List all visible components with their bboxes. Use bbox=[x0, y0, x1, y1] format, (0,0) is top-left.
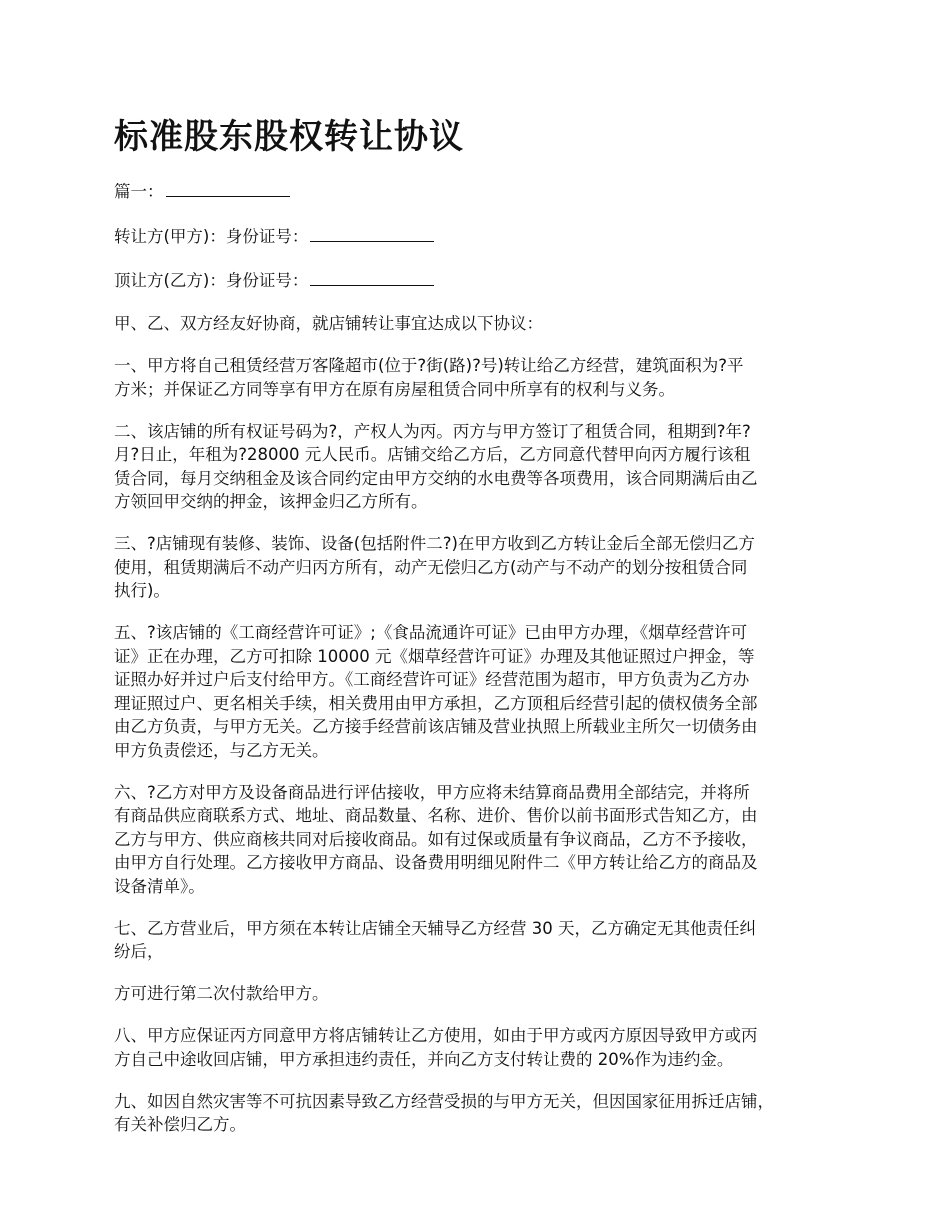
transferee-field bbox=[114, 267, 844, 293]
clause-line: 证》正在办理，乙方可扣除 10000 元《烟草经营许可证》办理及其他证照过户押金，等 bbox=[114, 646, 755, 666]
transferee-id-blank bbox=[310, 267, 434, 286]
transferor-label: 转让方(甲方)：身份证号： bbox=[114, 226, 309, 246]
section-blank bbox=[166, 178, 290, 197]
transferee-label: 顶让方(乙方)：身份证号： bbox=[114, 271, 309, 290]
clause-line: 一、甲方将自己租赁经营万客隆超市(位于?街(路)?号)转让给乙方经营，建筑面积为?平 bbox=[114, 356, 744, 375]
clause-paragraph bbox=[114, 1090, 844, 1137]
intro-paragraph: 甲、乙、双方经友好协商，就店铺转让事宜达成以下协议： bbox=[114, 313, 543, 333]
clause-line: 使用，租赁期满后不动产归丙方所有，动产无偿归乙方(动产与不动产的划分按租赁合同 bbox=[114, 557, 748, 577]
clause-paragraph bbox=[114, 917, 844, 964]
clause-paragraph bbox=[114, 982, 844, 1006]
clause-line: 八、甲方应保证丙方同意甲方将店铺转让乙方使用，如由于甲方或丙方原因导致甲方或丙 bbox=[114, 1026, 758, 1045]
transferor-id-blank bbox=[310, 223, 434, 242]
document-body bbox=[114, 178, 844, 1155]
clause-paragraph bbox=[114, 621, 844, 762]
clause-line: 有关补偿归乙方。 bbox=[114, 1115, 246, 1134]
clause-line: 有商品供应商联系方式、地址、商品数量、名称、进价、售价以前书面形式告知乙方，由 bbox=[114, 806, 758, 825]
clause-line: 月?日止，年租为?28000 元人民币。店铺交给乙方后，乙方同意代替甲向丙方履行该租 bbox=[114, 445, 751, 464]
clause-paragraph bbox=[114, 420, 844, 514]
clause-line: 执行)。 bbox=[114, 581, 170, 600]
clause-line: 九、如因自然灾害等不可抗因素导致乙方经营受损的与甲方无关，但因国家征用拆迁店铺， bbox=[114, 1091, 774, 1111]
clause-line: 方领回甲交纳的押金，该押金归乙方所有。 bbox=[114, 492, 428, 511]
clause-line: 乙方与甲方、供应商核共同对后接收商品。如有过保或质量有争议商品，乙方不予接收， bbox=[114, 829, 758, 849]
clause-line: 设备清单》。 bbox=[114, 876, 205, 896]
clause-line: 理证照过户、更名相关手续，相关费用由甲方承担，乙方顶租后经营引起的债权债务全部 bbox=[114, 693, 758, 713]
transferor-field bbox=[114, 223, 844, 249]
clause-paragraph bbox=[114, 354, 844, 401]
clause-line: 证照办好并过户后支付给甲方。《工商经营许可证》经营范围为超市，甲方负责为乙方办 bbox=[114, 670, 750, 689]
clause-list bbox=[114, 354, 844, 1137]
clause-line: 甲方负责偿还，与乙方无关。 bbox=[114, 740, 329, 760]
clause-line: 二、该店铺的所有权证号码为?，产权人为丙。丙方与甲方签订了租赁合同，租期到?年? bbox=[114, 421, 751, 441]
clause-line: 赁合同，每月交纳租金及该合同约定由甲方交纳的水电费等各项费用，该合同期满后由乙 bbox=[114, 468, 758, 488]
clause-line: 由乙方负责，与甲方无关。乙方接手经营前该店铺及营业执照上所载业主所欠一切债务由 bbox=[114, 717, 758, 736]
clause-line: 纷后， bbox=[114, 942, 164, 961]
clause-line: 方可进行第二次付款给甲方。 bbox=[114, 984, 329, 1003]
clause-line: 由甲方自行处理。乙方接收甲方商品、设备费用明细见附件二《甲方转让给乙方的商品及 bbox=[114, 853, 758, 872]
clause-paragraph bbox=[114, 781, 844, 899]
clause-line: 六、?乙方对甲方及设备商品进行评估接收，甲方应将未结算商品费用全部结完，并将所 bbox=[114, 782, 750, 802]
clause-line: 七、乙方营业后，甲方须在本转让店铺全天辅导乙方经营 30 天，乙方确定无其他责任纠 bbox=[114, 918, 756, 938]
document-title: 标准股东股权转让协议 bbox=[114, 117, 464, 157]
clause-line: 三、?店铺现有装修、装饰、设备(包括附件二?)在甲方收到乙方转让金后全部无偿归乙方 bbox=[114, 534, 755, 553]
clause-line: 方自己中途收回店铺，甲方承担违约责任，并向乙方支付转让费的 20%作为违约金。 bbox=[114, 1049, 734, 1069]
clause-paragraph bbox=[114, 1024, 844, 1071]
clause-paragraph bbox=[114, 532, 844, 603]
section-field bbox=[114, 178, 844, 204]
section-label: 篇一： bbox=[114, 182, 164, 201]
clause-line: 方米；并保证乙方同等享有甲方在原有房屋租赁合同中所享有的权利与义务。 bbox=[114, 379, 675, 399]
clause-line: 五、?该店铺的《工商经营许可证》;《食品流通许可证》已由甲方办理，《烟草经营许可 bbox=[114, 623, 748, 642]
